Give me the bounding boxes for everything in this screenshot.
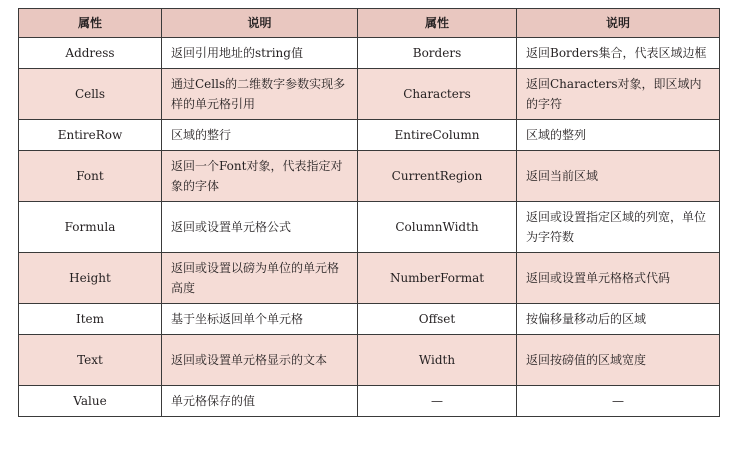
table-row: [19, 38, 720, 69]
property-description: 通过Cells的二维数字参数实现多样的单元格引用: [162, 69, 358, 120]
property-description: 返回Characters对象，即区域内的字符: [517, 69, 720, 120]
property-name: Value: [19, 386, 162, 417]
property-description: 单元格保存的值: [162, 386, 358, 417]
property-name: Height: [19, 253, 162, 304]
property-description: 返回或设置以磅为单位的单元格高度: [162, 253, 358, 304]
property-name: Font: [19, 151, 162, 202]
property-name: EntireColumn: [358, 120, 517, 151]
empty-description-dash: —: [517, 386, 720, 417]
property-description: 返回或设置指定区域的列宽，单位为字符数: [517, 202, 720, 253]
table-row: [19, 304, 720, 335]
table-row: [19, 69, 720, 120]
property-description: 返回Borders集合，代表区域边框: [517, 38, 720, 69]
header-description-2: 说明: [517, 9, 720, 38]
table-row: [19, 202, 720, 253]
table-row: [19, 120, 720, 151]
property-description: 返回按磅值的区域宽度: [517, 335, 720, 386]
empty-property-dash: —: [358, 386, 517, 417]
property-name: Offset: [358, 304, 517, 335]
property-description: 区域的整列: [517, 120, 720, 151]
table-row: [19, 151, 720, 202]
range-properties-table: [18, 8, 720, 417]
header-property-1: 属性: [19, 9, 162, 38]
property-description: 基于坐标返回单个单元格: [162, 304, 358, 335]
property-description: 区域的整行: [162, 120, 358, 151]
properties-table-container: [18, 8, 720, 417]
table-row: [19, 386, 720, 417]
property-description: 返回当前区域: [517, 151, 720, 202]
property-name: NumberFormat: [358, 253, 517, 304]
header-description-1: 说明: [162, 9, 358, 38]
property-name: CurrentRegion: [358, 151, 517, 202]
property-name: ColumnWidth: [358, 202, 517, 253]
property-name: Formula: [19, 202, 162, 253]
property-name: Width: [358, 335, 517, 386]
property-description: 按偏移量移动后的区域: [517, 304, 720, 335]
property-description: 返回或设置单元格公式: [162, 202, 358, 253]
property-name: Borders: [358, 38, 517, 69]
property-description: 返回或设置单元格格式代码: [517, 253, 720, 304]
table-header-row: [19, 9, 720, 38]
property-name: Item: [19, 304, 162, 335]
property-name: Text: [19, 335, 162, 386]
property-name: Address: [19, 38, 162, 69]
table-row: [19, 335, 720, 386]
property-description: 返回一个Font对象，代表指定对象的字体: [162, 151, 358, 202]
property-description: 返回引用地址的string值: [162, 38, 358, 69]
table-row: [19, 253, 720, 304]
property-description: 返回或设置单元格显示的文本: [162, 335, 358, 386]
header-property-2: 属性: [358, 9, 517, 38]
property-name: Cells: [19, 69, 162, 120]
property-name: EntireRow: [19, 120, 162, 151]
property-name: Characters: [358, 69, 517, 120]
